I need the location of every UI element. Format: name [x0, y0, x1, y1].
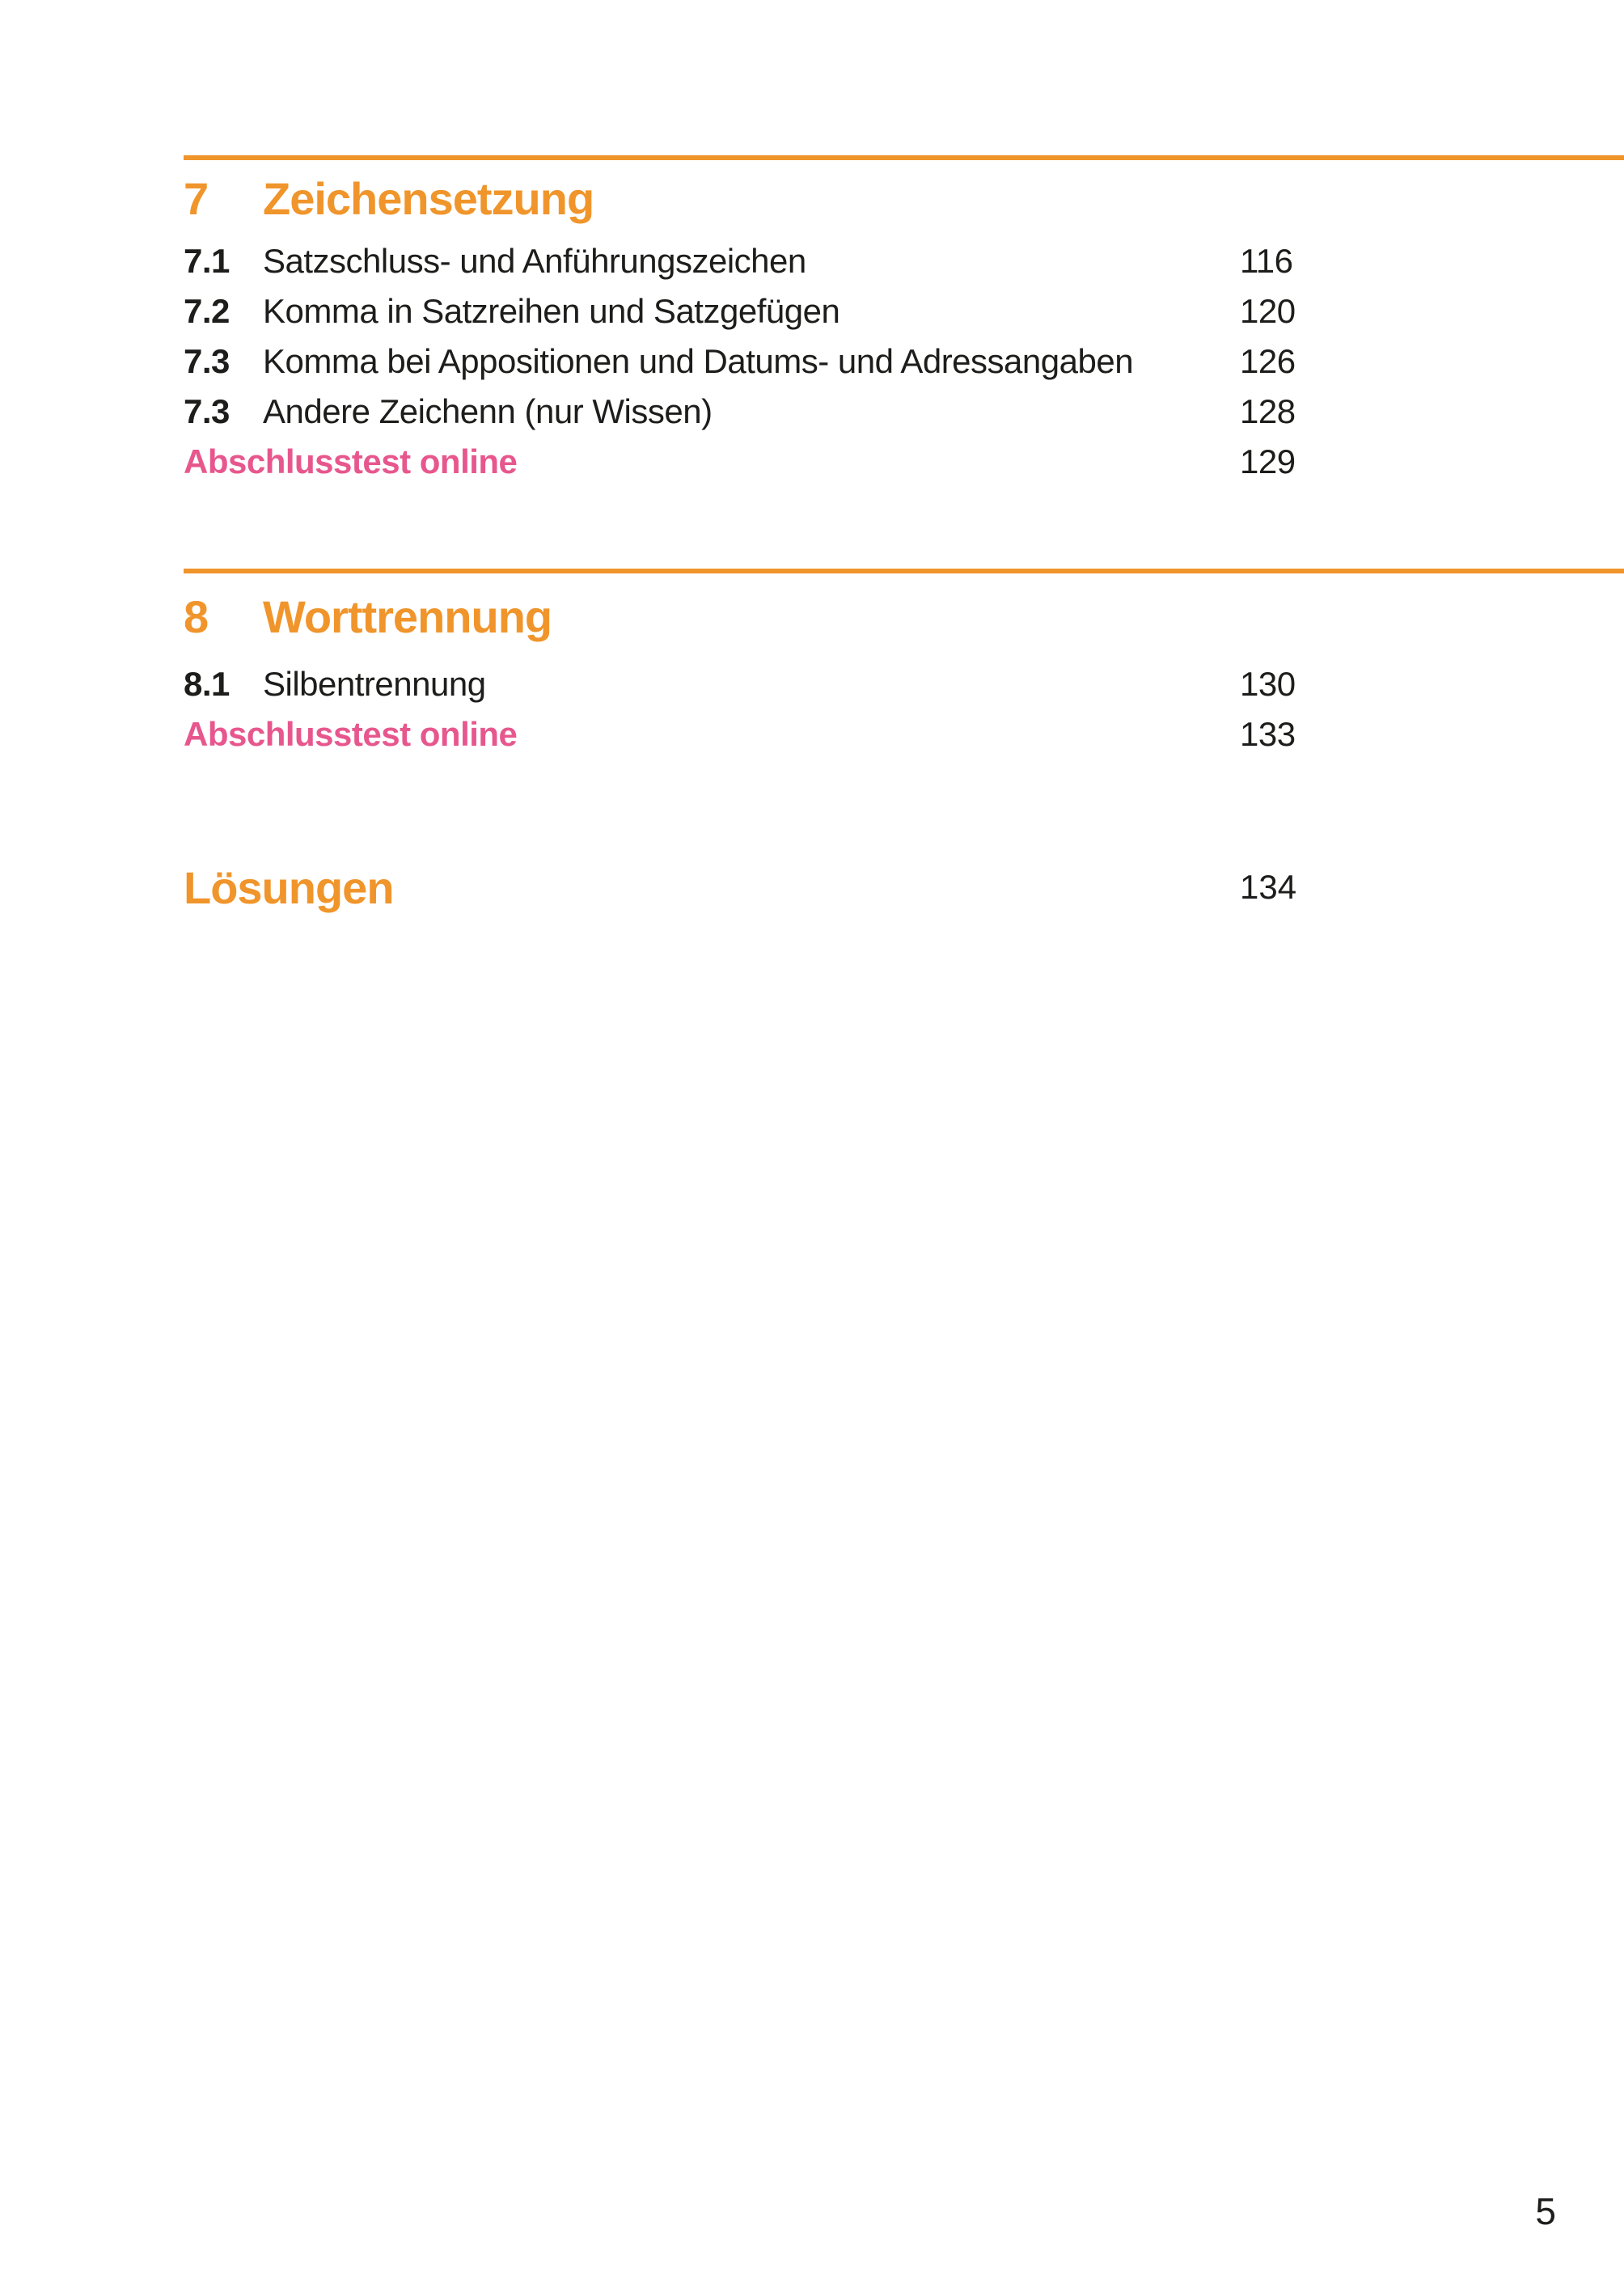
toc-entry [184, 286, 1624, 336]
toc-entry [184, 336, 1624, 387]
final-test-label: Abschlusstest online [184, 715, 518, 753]
entry-page-number: 126 [1240, 342, 1296, 380]
entry-number: 7.1 [184, 242, 230, 280]
toc-entry-final-test [184, 437, 1624, 487]
entry-title: Komma in Satzreihen und Satzgefügen [263, 292, 840, 330]
entry-title: Andere Zeichenn (nur Wissen) [263, 392, 713, 430]
entry-number: 7.3 [184, 342, 230, 380]
toc-entry-final-test [184, 709, 1624, 759]
toc-entry [184, 387, 1624, 437]
section-number: 8 [184, 591, 209, 642]
entry-page-number: 116 [1240, 242, 1293, 280]
toc-entry [184, 659, 1624, 709]
entry-page-number: 128 [1240, 392, 1296, 430]
entry-page-number: 130 [1240, 665, 1296, 703]
toc-rows-section-7 [184, 236, 1624, 487]
section-divider-rule [184, 155, 1624, 160]
entry-title: Komma bei Appositionen und Datums- und Adressangaben [263, 342, 1134, 380]
toc-entry [184, 236, 1624, 286]
entry-number: 7.3 [184, 392, 230, 430]
entry-page-number: 120 [1240, 292, 1296, 330]
section-title: Zeichensetzung [263, 173, 594, 224]
section-heading-8 [184, 593, 1624, 641]
section-divider-rule [184, 569, 1624, 573]
toc-entry-solutions [184, 862, 1624, 912]
toc-rows-section-8 [184, 659, 1624, 759]
section-title: Worttrennung [263, 591, 552, 642]
entry-page-number: 129 [1240, 442, 1296, 480]
entry-title: Satzschluss- und Anführungszeichen [263, 242, 806, 280]
entry-number: 8.1 [184, 665, 230, 703]
entry-page-number: 133 [1240, 715, 1296, 753]
solutions-title: Lösungen [184, 861, 394, 913]
section-heading-7 [184, 175, 1624, 223]
entry-page-number: 134 [1240, 868, 1297, 906]
entry-title: Silbentrennung [263, 665, 486, 703]
section-number: 7 [184, 173, 209, 224]
page-number: 5 [1535, 2190, 1556, 2232]
final-test-label: Abschlusstest online [184, 442, 518, 480]
entry-number: 7.2 [184, 292, 230, 330]
